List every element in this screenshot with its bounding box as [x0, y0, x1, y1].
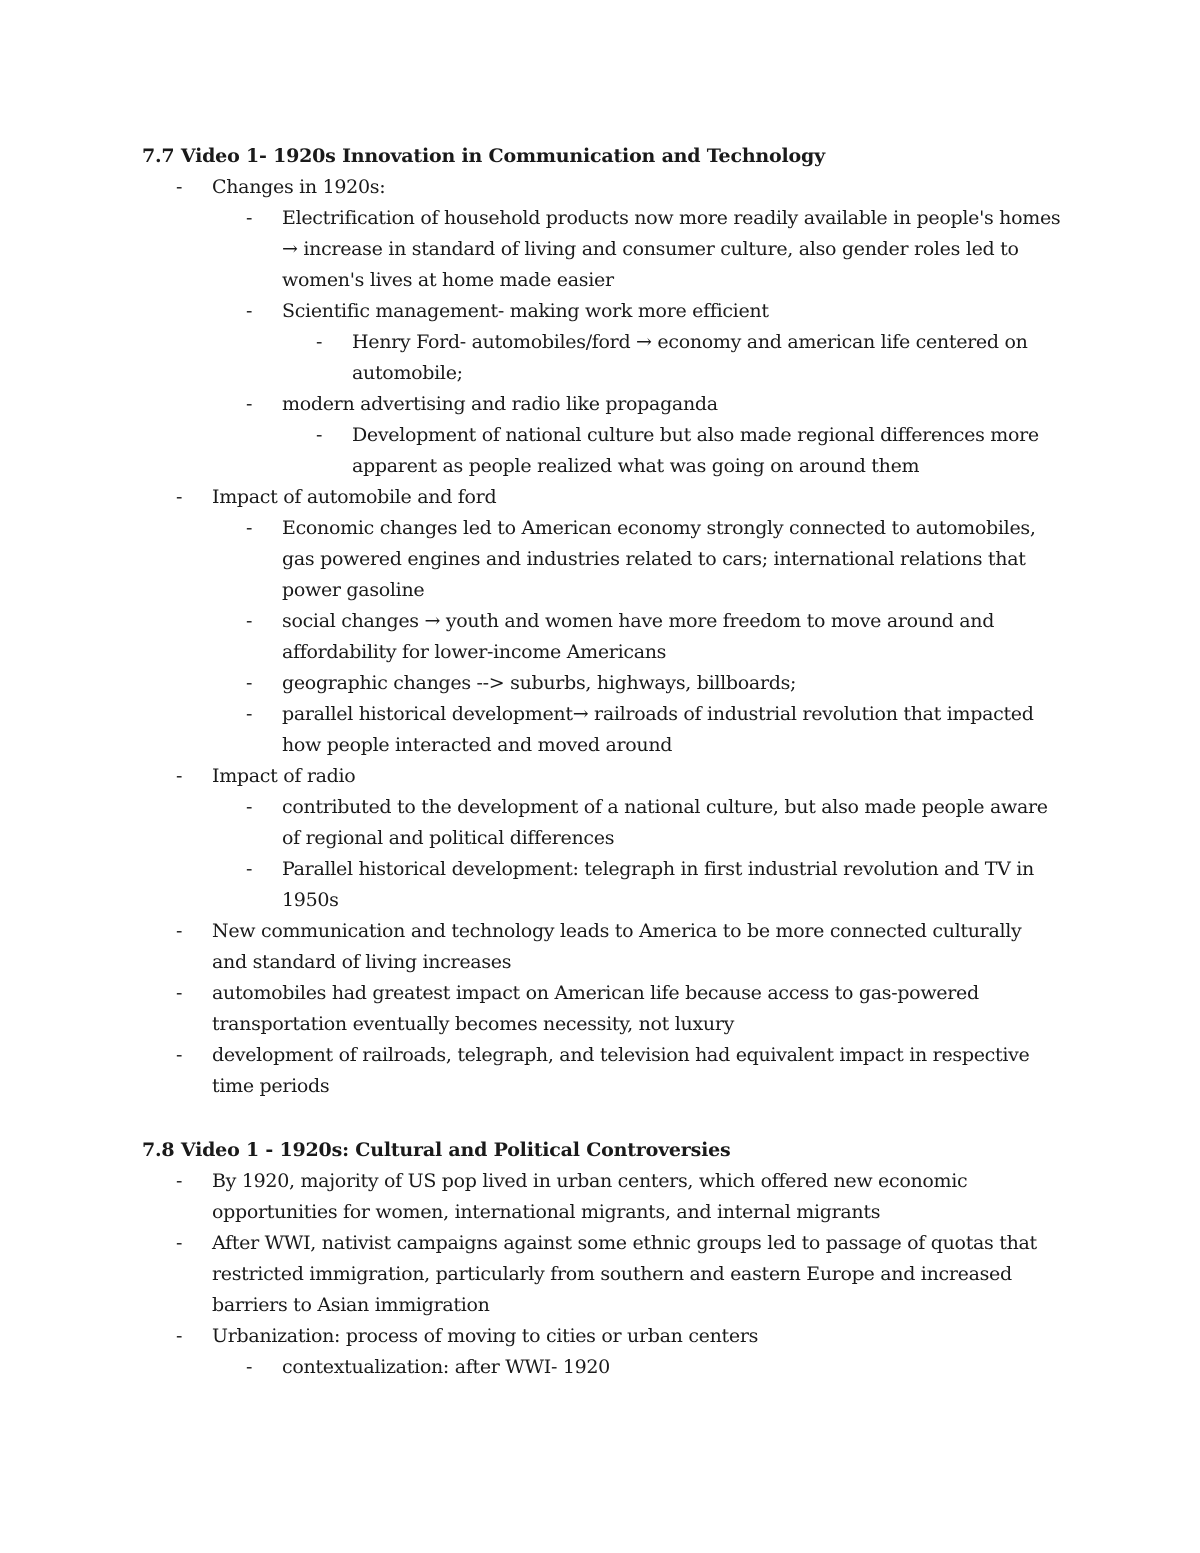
list-item: - Scientific management- making work more efficient - Henry Ford- automobiles/ford → economy and american life centered on automobile;	[212, 296, 1062, 389]
list-item: - parallel historical development→ railroads of industrial revolution that impacted how people interacted and moved around	[212, 699, 1062, 761]
bullet-list	[142, 172, 1062, 1102]
section-heading: 7.7 Video 1- 1920s Innovation in Communication and Technology	[142, 145, 825, 167]
list-item: - Henry Ford- automobiles/ford → economy and american life centered on automobile;	[282, 327, 1062, 389]
list-item: - Impact of radio - contributed to the development of a national culture, but also made people aware of regional and political differences - Parallel historical development: telegraph in first industrial revolution and TV in 1950s	[142, 761, 1062, 916]
bullet-list	[212, 513, 1062, 761]
list-item: - Development of national culture but also made regional differences more apparent as people realized what was going on around them	[282, 420, 1062, 482]
list-item: - Changes in 1920s: - Electrification of household products now more readily available in people's homes → increase in standard of living and consumer culture, also gender roles led to women's lives at home made easier - Scientific management- making work more efficient - Henry Ford- automobiles/ford → economy and american life centered on automobile; - modern advertising and radio like propaganda - Development of national culture but also made regional differences more apparent as people realized what was going on around them	[142, 172, 1062, 482]
list-item: - geographic changes --> suburbs, highways, billboards;	[212, 668, 1062, 699]
bullet-list	[282, 327, 1062, 389]
list-item: - Electrification of household products now more readily available in people's homes → increase in standard of living and consumer culture, also gender roles led to women's lives at home made easier	[212, 203, 1062, 296]
list-item: - After WWI, nativist campaigns against some ethnic groups led to passage of quotas that restricted immigration, particularly from southern and eastern Europe and increased barriers to Asian immigration	[142, 1228, 1062, 1321]
bullet-list	[212, 792, 1062, 916]
list-item: - By 1920, majority of US pop lived in urban centers, which offered new economic opportunities for women, international migrants, and internal migrants	[142, 1166, 1062, 1228]
list-item: - New communication and technology leads to America to be more connected culturally and standard of living increases	[142, 916, 1062, 978]
section-heading: 7.8 Video 1 - 1920s: Cultural and Political Controversies	[142, 1139, 731, 1161]
list-item: - Economic changes led to American economy strongly connected to automobiles, gas powered engines and industries related to cars; international relations that power gasoline	[212, 513, 1062, 606]
list-item: - automobiles had greatest impact on American life because access to gas-powered transportation eventually becomes necessity, not luxury	[142, 978, 1062, 1040]
section-7-8	[142, 1135, 1062, 1383]
list-item: - Impact of automobile and ford - Economic changes led to American economy strongly connected to automobiles, gas powered engines and industries related to cars; international relations that power gasoline - social changes → youth and women have more freedom to move around and affordability for lower-income Americans - geographic changes --> suburbs, highways, billboards; - parallel historical development→ railroads of industrial revolution that impacted how people interacted and moved around	[142, 482, 1062, 761]
bullet-list	[212, 1352, 1062, 1383]
bullet-list	[282, 420, 1062, 482]
list-item: - contributed to the development of a national culture, but also made people aware of regional and political differences	[212, 792, 1062, 854]
list-item: - Parallel historical development: telegraph in first industrial revolution and TV in 1950s	[212, 854, 1062, 916]
list-item: - Urbanization: process of moving to cities or urban centers - contextualization: after WWI- 1920	[142, 1321, 1062, 1383]
bullet-list	[142, 1166, 1062, 1383]
bullet-list	[212, 203, 1062, 482]
section-7-7	[142, 141, 1062, 1102]
list-item: - development of railroads, telegraph, and television had equivalent impact in respective time periods	[142, 1040, 1062, 1102]
list-item: - contextualization: after WWI- 1920	[212, 1352, 1062, 1383]
list-item: - modern advertising and radio like propaganda - Development of national culture but also made regional differences more apparent as people realized what was going on around them	[212, 389, 1062, 482]
list-item: - social changes → youth and women have more freedom to move around and affordability for lower-income Americans	[212, 606, 1062, 668]
